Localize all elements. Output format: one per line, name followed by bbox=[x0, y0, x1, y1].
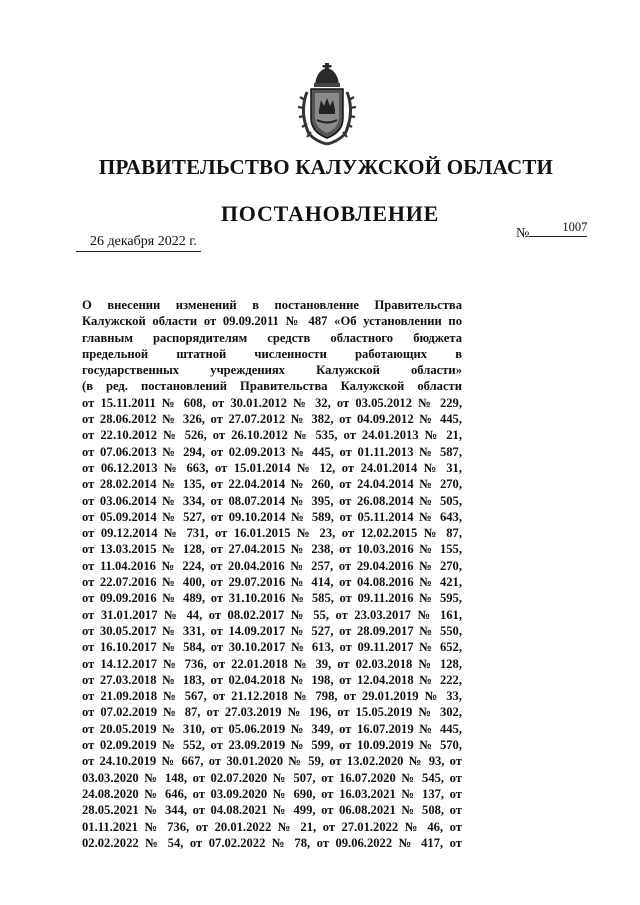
body-line: (в ред. постановлений Правительства Калужской области bbox=[82, 379, 462, 394]
body-line: от 11.04.2016 № 224, от 20.04.2016 № 257, от 29.04.2016 № 270, bbox=[82, 558, 462, 573]
body-line: от 09.09.2016 № 489, от 31.10.2016 № 585, от 09.11.2016 № 595, bbox=[82, 591, 462, 606]
document-date: 26 декабря 2022 г. bbox=[76, 233, 201, 252]
organization-title: ПРАВИТЕЛЬСТВО КАЛУЖСКОЙ ОБЛАСТИ bbox=[98, 155, 554, 179]
body-line: от 22.07.2016 № 400, от 29.07.2016 № 414, от 04.08.2016 № 421, bbox=[82, 575, 462, 590]
body-line: от 07.06.2013 № 294, от 02.09.2013 № 445, от 01.11.2013 № 587, bbox=[82, 444, 462, 459]
body-line: от 24.10.2019 № 667, от 30.01.2020 № 59, от 13.02.2020 № 93, от bbox=[82, 754, 462, 769]
body-line: от 02.09.2019 № 552, от 23.09.2019 № 599, от 10.09.2019 № 570, bbox=[82, 738, 462, 753]
body-line: от 06.12.2013 № 663, от 15.01.2014 № 12, от 24.01.2014 № 31, bbox=[82, 460, 462, 475]
body-line: от 14.12.2017 № 736, от 22.01.2018 № 39, от 02.03.2018 № 128, bbox=[82, 656, 462, 671]
body-line: от 21.09.2018 № 567, от 21.12.2018 № 798, от 29.01.2019 № 33, bbox=[82, 689, 462, 704]
body-line: от 13.03.2015 № 128, от 27.04.2015 № 238, от 10.03.2016 № 155, bbox=[82, 542, 462, 557]
body-line: главным распорядителям средств областного бюджета bbox=[82, 330, 462, 345]
body-line: предельной штатной численности работающих в bbox=[82, 346, 462, 361]
body-line: государственных учреждениях Калужской области» bbox=[82, 363, 462, 378]
body-line: 01.11.2021 № 736, от 20.01.2022 № 21, от 27.01.2022 № 46, от bbox=[82, 819, 462, 834]
body-line: от 30.05.2017 № 331, от 14.09.2017 № 527, от 28.09.2017 № 550, bbox=[82, 623, 462, 638]
body-line: от 05.09.2014 № 527, от 09.10.2014 № 589, от 05.11.2014 № 643, bbox=[82, 509, 462, 524]
body-line: от 09.12.2014 № 731, от 16.01.2015 № 23, от 12.02.2015 № 87, bbox=[82, 526, 462, 541]
body-line: от 31.01.2017 № 44, от 08.02.2017 № 55, от 23.03.2017 № 161, bbox=[82, 607, 462, 622]
number-label: № bbox=[516, 226, 530, 241]
body-line: от 28.06.2012 № 326, от 27.07.2012 № 382, от 04.09.2012 № 445, bbox=[82, 412, 462, 427]
body-line: 28.05.2021 № 344, от 04.08.2021 № 499, от 06.08.2021 № 508, от bbox=[82, 803, 462, 818]
body-line: 03.03.2020 № 148, от 02.07.2020 № 507, от 16.07.2020 № 545, от bbox=[82, 770, 462, 785]
number-value: 1007 bbox=[529, 218, 587, 237]
body-line: от 15.11.2011 № 608, от 30.01.2012 № 32, от 03.05.2012 № 229, bbox=[82, 395, 462, 410]
body-line: 02.02.2022 № 54, от 07.02.2022 № 78, от 09.06.2022 № 417, от bbox=[82, 835, 462, 850]
body-line: от 22.10.2012 № 526, от 26.10.2012 № 535, от 24.01.2013 № 21, bbox=[82, 428, 462, 443]
document-number bbox=[516, 220, 588, 243]
body-line: О внесении изменений в постановление Правительства bbox=[82, 298, 462, 312]
body-line: Калужской области от 09.09.2011 № 487 «Об установлении по bbox=[82, 314, 462, 329]
body-line: от 16.10.2017 № 584, от 30.10.2017 № 613, от 09.11.2017 № 652, bbox=[82, 640, 462, 655]
body-line: 24.08.2020 № 646, от 03.09.2020 № 690, от 16.03.2021 № 137, от bbox=[82, 786, 462, 801]
body-line: от 27.03.2018 № 183, от 02.04.2018 № 198, от 12.04.2018 № 222, bbox=[82, 672, 462, 687]
body-line: от 03.06.2014 № 334, от 08.07.2014 № 395, от 26.08.2014 № 505, bbox=[82, 493, 462, 508]
coat-of-arms-emblem bbox=[297, 62, 357, 146]
document-body bbox=[82, 297, 462, 851]
body-line: от 20.05.2019 № 310, от 05.06.2019 № 349, от 16.07.2019 № 445, bbox=[82, 721, 462, 736]
body-line: от 28.02.2014 № 135, от 22.04.2014 № 260, от 24.04.2014 № 270, bbox=[82, 477, 462, 492]
body-line: от 07.02.2019 № 87, от 27.03.2019 № 196, от 15.05.2019 № 302, bbox=[82, 705, 462, 720]
document-type-title: ПОСТАНОВЛЕНИЕ bbox=[220, 201, 440, 226]
